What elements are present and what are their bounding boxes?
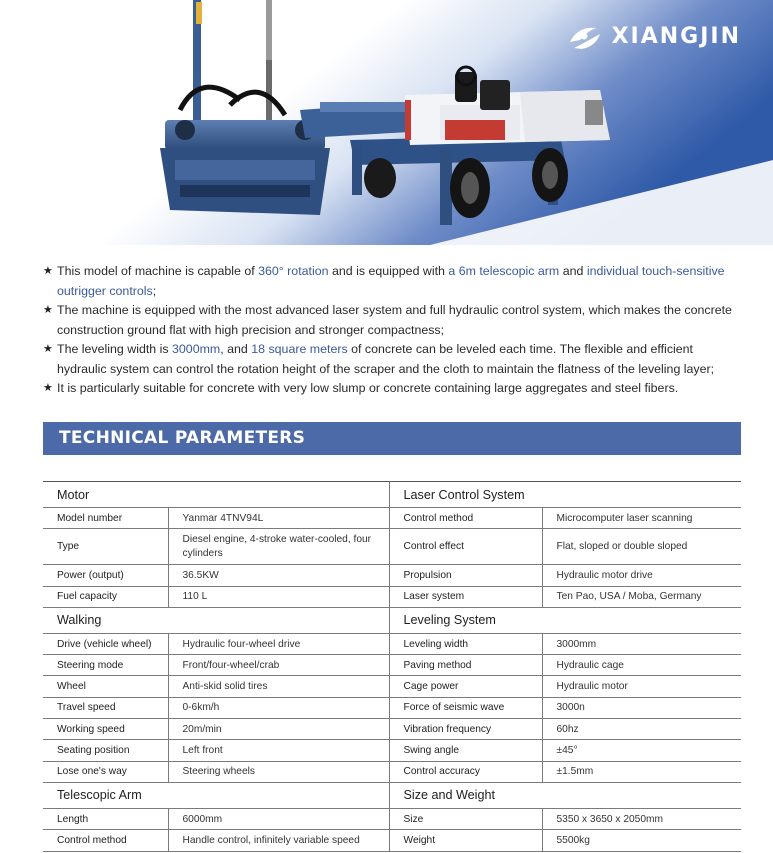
parameter-name: Control effect [389,529,542,565]
table-group-row [43,607,741,633]
parameter-name: Fuel capacity [43,586,168,607]
parameter-name: Type [43,529,168,565]
table-row [43,719,741,740]
parameter-name: Working speed [43,719,168,740]
parameter-value: Anti-skid solid tires [168,676,389,697]
parameter-name: Laser system [389,586,542,607]
brand-name: XIANGJIN [611,23,741,49]
parameter-value: 20m/min [168,719,389,740]
table-row [43,761,741,782]
group-heading: Motor [43,482,389,508]
parameter-value: Hydraulic motor [542,676,741,697]
parameter-name: Vibration frequency [389,719,542,740]
table-row [43,565,741,586]
parameter-value: Left front [168,740,389,761]
parameter-value: Handle control, infinitely variable speed [168,830,389,851]
group-heading: Walking [43,607,389,633]
feature-text: It is particularly suitable for concrete with very low slump or concrete containing large aggregates and steel fibers. [57,381,679,395]
parameter-value: Hydraulic motor drive [542,565,741,586]
parameter-name: Drive (vehicle wheel) [43,633,168,654]
parameter-value: 5500kg [542,830,741,851]
parameter-value: ±1.5mm [542,761,741,782]
parameter-value: 36.5KW [168,565,389,586]
parameter-name: Control method [389,508,542,529]
group-heading: Leveling System [389,607,741,633]
parameter-value: Hydraulic four-wheel drive [168,633,389,654]
feature-list [43,262,743,399]
table-row [43,697,741,718]
parameter-name: Swing angle [389,740,542,761]
parameter-value: Yanmar 4TNV94L [168,508,389,529]
parameter-value: Steering wheels [168,761,389,782]
table-row [43,830,741,851]
group-heading: Size and Weight [389,782,741,808]
parameter-value: Microcomputer laser scanning [542,508,741,529]
star-icon: ★ [43,343,53,355]
group-heading: Laser Control System [389,482,741,508]
parameter-name: Cage power [389,676,542,697]
feature-text: The leveling width is 3000mm, and 18 square meters of concrete can be leveled each time. The flexible and efficient hydraulic system can control the rotation height of the scraper and the cloth to maintain the flatness of the leveling layer; [57,342,715,376]
feature-item [43,301,743,340]
parameter-value: 5350 x 3650 x 2050mm [542,808,741,829]
table-row [43,676,741,697]
parameter-value: ±45° [542,740,741,761]
table-row [43,508,741,529]
parameter-name: Paving method [389,655,542,676]
parameter-value: Hydraulic cage [542,655,741,676]
parameter-value: Ten Pao, USA / Moba, Germany [542,586,741,607]
table-row [43,529,741,565]
feature-item [43,340,743,379]
parameter-name: Force of seismic wave [389,697,542,718]
feature-item [43,262,743,301]
parameter-value: 110 L [168,586,389,607]
technical-parameters-table [43,481,741,852]
table-group-row [43,482,741,508]
parameter-value: Flat, sloped or double sloped [542,529,741,565]
parameter-name: Control accuracy [389,761,542,782]
table-row [43,740,741,761]
parameter-value: 0-6km/h [168,697,389,718]
parameter-name: Leveling width [389,633,542,654]
table-group-row [43,782,741,808]
parameter-name: Weight [389,830,542,851]
parameter-name: Steering mode [43,655,168,676]
feature-text: The machine is equipped with the most advanced laser system and full hydraulic control system, which makes the concrete construction ground flat with high precision and stronger compactness; [57,303,732,337]
section-header [43,422,741,455]
group-heading: Telescopic Arm [43,782,389,808]
xiangjin-logo-icon [566,20,604,52]
parameter-value: 60hz [542,719,741,740]
parameter-name: Control method [43,830,168,851]
star-icon: ★ [43,382,53,394]
parameter-name: Seating position [43,740,168,761]
feature-text: This model of machine is capable of 360° rotation and is equipped with a 6m telescopic arm and individual touch-sensitive outrigger controls; [57,264,725,298]
parameter-value: Front/four-wheel/crab [168,655,389,676]
section-title: TECHNICAL PARAMETERS [59,428,306,448]
parameter-value: Diesel engine, 4-stroke water-cooled, four cylinders [168,529,389,565]
parameter-name: Length [43,808,168,829]
star-icon: ★ [43,265,53,277]
brand-logo [566,20,741,52]
parameter-name: Wheel [43,676,168,697]
parameter-value: 6000mm [168,808,389,829]
parameter-name: Lose one's way [43,761,168,782]
table-row [43,808,741,829]
parameter-value: 3000mm [542,633,741,654]
parameter-name: Model number [43,508,168,529]
parameter-name: Power (output) [43,565,168,586]
parameter-value: 3000n [542,697,741,718]
parameter-name: Travel speed [43,697,168,718]
star-icon: ★ [43,304,53,316]
parameter-name: Size [389,808,542,829]
table-row [43,655,741,676]
feature-item [43,379,743,399]
table-row [43,633,741,654]
hero-banner [0,0,773,245]
table-row [43,586,741,607]
parameter-name: Propulsion [389,565,542,586]
